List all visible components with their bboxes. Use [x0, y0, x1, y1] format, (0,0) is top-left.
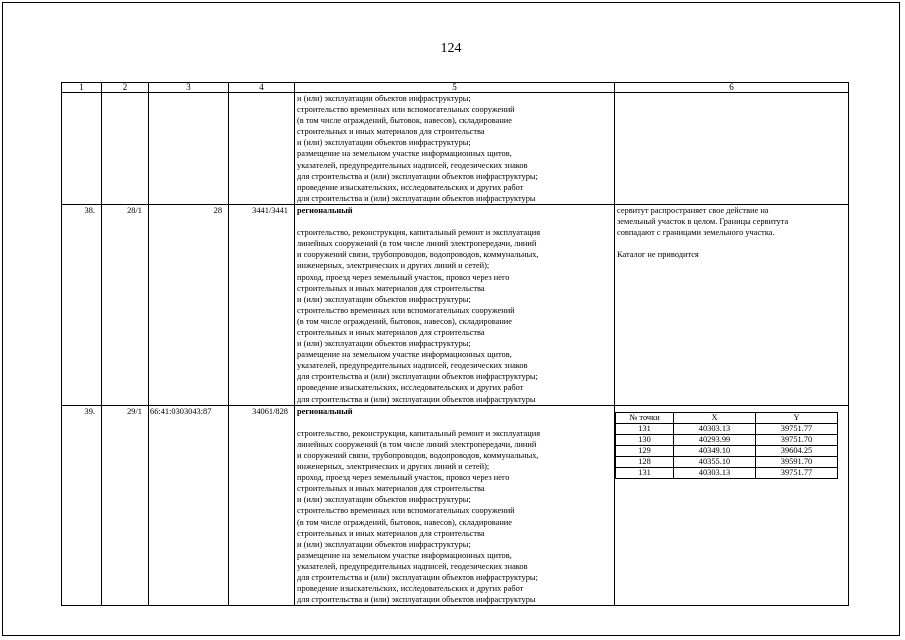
x-value: 40349.10: [674, 445, 756, 456]
cont-cell-1: [62, 93, 102, 205]
text-line: размещение на земельном участке информационных щитов,: [297, 350, 512, 360]
coords-header-x: X: [674, 412, 756, 423]
header-col-1: 1: [62, 83, 102, 93]
text-line: для строительства и (или) эксплуатации объектов инфраструктуры: [297, 394, 536, 404]
text-line: проход, проезд через земельный участок, провоз через него: [297, 473, 510, 483]
text-line: и (или) эксплуатации объектов инфраструктуры;: [297, 339, 471, 349]
text-line: и (или) эксплуатации объектов инфраструктуры;: [297, 294, 471, 304]
significance-title: региональный: [297, 205, 353, 215]
point-number: 129: [616, 445, 674, 456]
coords-row: [616, 434, 838, 445]
text-line: проведение изыскательских, исследовательских и других работ: [297, 182, 524, 192]
point-number: 130: [616, 434, 674, 445]
area-value: 3441/3441: [229, 204, 295, 405]
x-value: 40303.13: [674, 467, 756, 478]
text-line: и (или) эксплуатации объектов инфраструктуры;: [297, 94, 471, 103]
purpose-cell: [295, 405, 615, 606]
text-line: и (или) эксплуатации объектов инфраструктуры;: [297, 539, 471, 549]
point-number: 131: [616, 423, 674, 434]
coords-row: [616, 445, 838, 456]
point-number: 131: [616, 467, 674, 478]
cadastral-number: 28: [149, 204, 229, 405]
cont-cell-4: [229, 93, 295, 205]
text-line: строительных и иных материалов для строительства: [297, 528, 485, 538]
y-value: 39591.70: [756, 456, 838, 467]
coords-row: [616, 456, 838, 467]
parcel-id: 28/1: [102, 204, 149, 405]
coordinates-cell: [615, 405, 849, 606]
text-line: линейных сооружений (в том числе линий электропередачи, линий: [297, 439, 537, 449]
text-line: проход, проезд через земельный участок, провоз через него: [297, 272, 510, 282]
cont-purpose-cell: [295, 93, 615, 205]
text-line: для строительства и (или) эксплуатации объектов инфраструктуры;: [297, 171, 538, 181]
coords-header-point: № точки: [616, 412, 674, 423]
header-col-3: 3: [149, 83, 229, 93]
text-line: размещение на земельном участке информационных щитов,: [297, 149, 512, 159]
text-line: для строительства и (или) эксплуатации объектов инфраструктуры;: [297, 372, 538, 382]
text-line: размещение на земельном участке информационных щитов,: [297, 550, 512, 560]
area-value: 34061/828: [229, 405, 295, 606]
text-line: строительных и иных материалов для строительства: [297, 327, 485, 337]
servitude-table: [61, 82, 849, 606]
document-page: [2, 2, 900, 636]
x-value: 40293.99: [674, 434, 756, 445]
text-line: указателей, предупредительных надписей, геодезических знаков: [297, 561, 528, 571]
text-line: строительных и иных материалов для строительства: [297, 283, 485, 293]
x-value: 40355.10: [674, 456, 756, 467]
text-line: строительство, реконструкция, капитальный ремонт и эксплуатация: [297, 228, 541, 238]
x-value: 40303.13: [674, 423, 756, 434]
text-line: совпадают с границами земельного участка.: [617, 228, 775, 238]
text-line: и (или) эксплуатации объектов инфраструктуры;: [297, 138, 471, 148]
coords-row: [616, 467, 838, 478]
y-value: 39751.77: [756, 467, 838, 478]
catalog-note: Каталог не приводится: [617, 250, 699, 260]
text-line: для строительства и (или) эксплуатации объектов инфраструктуры: [297, 595, 536, 605]
header-col-2: 2: [102, 83, 149, 93]
text-line: строительных и иных материалов для строительства: [297, 484, 485, 494]
page-number: 124: [440, 41, 462, 56]
text-line: земельный участок в целом. Границы сервитута: [617, 217, 789, 227]
text-line: строительство временных или вспомогательных сооружений: [297, 506, 515, 516]
text-line: и сооружений связи, трубопроводов, водопроводов, коммунальных,: [297, 250, 539, 260]
text-line: (в том числе ограждений, бытовок, навесов), складирование: [297, 316, 513, 326]
significance-title: региональный: [297, 406, 353, 416]
point-number: 128: [616, 456, 674, 467]
continuation-row: [62, 93, 849, 205]
servitude-note-cell: [615, 204, 849, 405]
cadastral-number: 66:41:0303043:87: [149, 405, 229, 606]
cont-cell-3: [149, 93, 229, 205]
text-line: проведение изыскательских, исследовательских и других работ: [297, 383, 524, 393]
purpose-cell: [295, 204, 615, 405]
header-col-4: 4: [229, 83, 295, 93]
text-line: инженерных, электрических и других линий и сетей);: [297, 261, 490, 271]
text-line: указателей, предупредительных надписей, геодезических знаков: [297, 361, 528, 371]
table-row-38: [62, 204, 849, 405]
text-line: строительство, реконструкция, капитальный ремонт и эксплуатация: [297, 428, 541, 438]
header-col-6: 6: [615, 83, 849, 93]
cont-cell-2: [102, 93, 149, 205]
y-value: 39604.25: [756, 445, 838, 456]
text-line: для строительства и (или) эксплуатации объектов инфраструктуры;: [297, 573, 538, 583]
table-row-39: [62, 405, 849, 606]
header-col-5: 5: [295, 83, 615, 93]
text-line: (в том числе ограждений, бытовок, навесов), складирование: [297, 116, 513, 126]
text-line: и сооружений связи, трубопроводов, водопроводов, коммунальных,: [297, 451, 539, 460]
coords-row: [616, 423, 838, 434]
text-line: проведение изыскательских, исследовательских и других работ: [297, 584, 524, 594]
row-number: 38.: [62, 204, 102, 405]
text-line: для строительства и (или) эксплуатации объектов инфраструктуры: [297, 193, 536, 203]
text-line: сервитут распространяет свое действие на: [617, 205, 769, 215]
text-line: и (или) эксплуатации объектов инфраструктуры;: [297, 495, 471, 505]
cont-cell-6: [615, 93, 849, 205]
row-number: 39.: [62, 405, 102, 606]
text-line: строительных и иных материалов для строительства: [297, 127, 485, 137]
y-value: 39751.70: [756, 434, 838, 445]
parcel-id: 29/1: [102, 405, 149, 606]
coords-header-row: [616, 412, 838, 423]
text-line: строительство временных или вспомогательных сооружений: [297, 105, 515, 115]
y-value: 39751.77: [756, 423, 838, 434]
text-line: (в том числе ограждений, бытовок, навесов), складирование: [297, 517, 513, 527]
coordinates-table: [615, 412, 838, 479]
text-line: указателей, предупредительных надписей, геодезических знаков: [297, 160, 528, 170]
coords-header-y: Y: [756, 412, 838, 423]
header-row: [62, 83, 849, 93]
text-line: линейных сооружений (в том числе линий электропередачи, линий: [297, 239, 537, 249]
text-line: строительство временных или вспомогательных сооружений: [297, 305, 515, 315]
text-line: инженерных, электрических и других линий и сетей);: [297, 462, 490, 472]
